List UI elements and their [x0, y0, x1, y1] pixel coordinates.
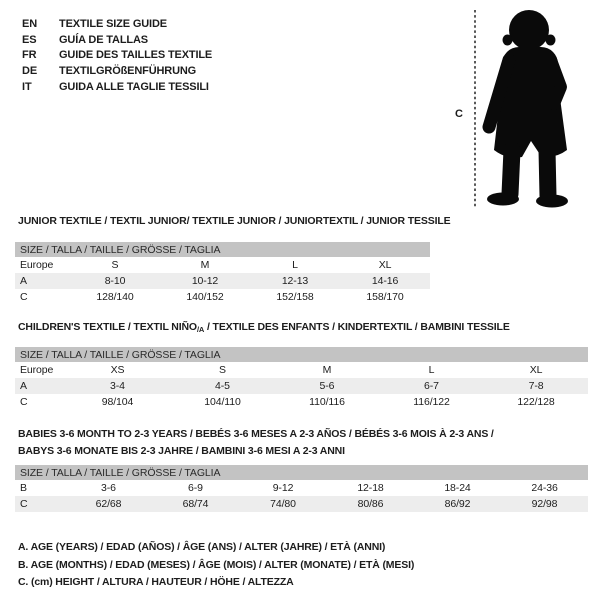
size-cell: M: [200, 259, 210, 271]
value-cell: 116/122: [413, 396, 450, 408]
table-row-c: [15, 289, 430, 305]
value-cell: 6-7: [424, 380, 439, 392]
size-cell: XL: [378, 259, 392, 271]
size-header-bar: SIZE / TALLA / TAILLE / GRÖSSE / TAGLIA: [15, 465, 588, 480]
silhouette-leg-left: [510, 150, 512, 194]
junior-table-title-text: JUNIOR TEXTILE / TEXTIL JUNIOR/ TEXTILE JUNIOR / JUNIORTEXTIL / JUNIOR TESSILE: [18, 215, 451, 227]
children-table-title-text: / TEXTILE DES ENFANTS / KINDERTEXTIL / BAMBINI TESSILE: [204, 321, 510, 333]
babies-table-title: [18, 426, 593, 460]
value-cell: 5-6: [319, 380, 335, 392]
row-label: C: [20, 291, 28, 303]
size-cell: L: [292, 259, 298, 271]
value-cell: 110/116: [309, 396, 345, 408]
children-table-title-text: CHILDREN'S TEXTILE / TEXTIL NIÑO: [18, 321, 197, 333]
row-label: C: [20, 396, 28, 408]
row-label: C: [20, 498, 28, 510]
size-header-bar: SIZE / TALLA / TAILLE / GRÖSSE / TAGLIA: [15, 242, 430, 257]
table-row-c: [15, 496, 588, 512]
footnote-c: C. (cm) HEIGHT / ALTURA / HAUTEUR / HÖHE / ALTEZZA: [18, 576, 294, 588]
row-label: A: [20, 275, 27, 287]
children-table: [15, 347, 588, 410]
footnote-b: B. AGE (MONTHS) / EDAD (MESES) / ÂGE (MOIS) / ALTER (MONATE) / ETÀ (MESI): [18, 558, 415, 571]
silhouette-leg-right: [547, 150, 548, 196]
table-row-c: [15, 394, 588, 410]
value-cell: 4-5: [215, 380, 230, 392]
value-cell: 80/86: [357, 498, 384, 510]
language-title: GUIDA ALLE TAGLIE TESSILI: [59, 80, 209, 93]
language-code: ES: [22, 33, 37, 46]
row-label: Europe: [20, 364, 54, 376]
language-title: TEXTILE SIZE GUIDE: [59, 17, 167, 30]
value-cell: 3-4: [110, 380, 125, 392]
junior-table-title: [18, 215, 450, 227]
value-cell: 12-13: [281, 275, 309, 287]
language-title: GUIDE DES TAILLES TEXTILE: [59, 49, 213, 62]
table-row-a: [15, 273, 430, 289]
table-row-b: [15, 480, 588, 496]
value-cell: 92/98: [531, 498, 558, 510]
value-cell: 122/128: [517, 396, 555, 408]
language-code: FR: [22, 49, 37, 62]
value-cell: 12-18: [357, 482, 384, 494]
size-cell: S: [111, 259, 119, 271]
language-code: DE: [22, 64, 38, 77]
row-label: B: [20, 482, 27, 494]
size-cell: XS: [110, 364, 125, 376]
row-label: Europe: [20, 259, 54, 271]
value-cell: 68/74: [182, 498, 209, 510]
value-cell: 128/140: [96, 291, 134, 303]
size-cell: XL: [529, 364, 543, 376]
language-row: [22, 47, 212, 63]
language-row: [22, 63, 212, 79]
language-code: IT: [22, 80, 32, 93]
value-cell: 98/104: [101, 396, 134, 408]
babies-table: [15, 465, 588, 512]
value-cell: 8-10: [104, 275, 126, 287]
language-title: TEXTILGRÖßENFÜHRUNG: [59, 64, 197, 77]
value-cell: 74/80: [270, 498, 296, 510]
children-table-title-subscript: /A: [196, 325, 205, 334]
value-cell: 24-36: [531, 482, 558, 494]
junior-table: [15, 242, 430, 305]
value-cell: 158/170: [366, 291, 404, 303]
size-header-bar: SIZE / TALLA / TAILLE / GRÖSSE / TAGLIA: [15, 347, 588, 362]
language-row: [22, 79, 212, 95]
silhouette-head: [509, 10, 549, 50]
row-label: A: [20, 380, 27, 392]
table-row-europe: [15, 257, 430, 273]
footnotes: [18, 539, 414, 592]
value-cell: 14-16: [371, 275, 399, 287]
footnote-a: A. AGE (YEARS) / EDAD (AÑOS) / ÂGE (ANS) / ALTER (JAHRE) / ETÀ (ANNI): [18, 541, 386, 553]
value-cell: 62/68: [95, 498, 122, 510]
language-row: [22, 32, 212, 48]
silhouette-ear-right: [546, 35, 556, 46]
value-cell: 140/152: [186, 291, 224, 303]
value-cell: 18-24: [444, 482, 471, 494]
size-cell: L: [428, 364, 435, 376]
value-cell: 10-12: [191, 275, 219, 287]
language-guide: [22, 16, 212, 94]
size-cell: S: [219, 364, 226, 376]
babies-table-title-line2: BABYS 3-6 MONATE BIS 2-3 JAHRE / BAMBINI 3-6 MESI A 2-3 ANNI: [18, 445, 345, 457]
table-row-a: [15, 378, 588, 394]
value-cell: 86/92: [444, 498, 471, 510]
language-row: [22, 16, 212, 32]
size-cell: M: [322, 364, 332, 376]
language-code: EN: [22, 17, 38, 30]
value-cell: 152/158: [276, 291, 314, 303]
silhouette-ear-left: [503, 35, 513, 46]
children-table-title: [18, 321, 510, 334]
value-cell: 7-8: [528, 380, 544, 392]
value-cell: 9-12: [272, 482, 294, 494]
table-row-europe: [15, 362, 588, 378]
value-cell: 6-9: [188, 482, 203, 494]
value-cell: 3-6: [101, 482, 116, 494]
value-cell: 104/110: [204, 396, 241, 408]
babies-table-title-line1: BABIES 3-6 MONTH TO 2-3 YEARS / BEBÉS 3-6 MESES A 2-3 AÑOS / BÉBÉS 3-6 MOIS À 2-3 ANS /: [18, 428, 494, 440]
height-label-c: C: [455, 108, 463, 120]
language-title: GUÍA DE TALLAS: [59, 33, 148, 46]
